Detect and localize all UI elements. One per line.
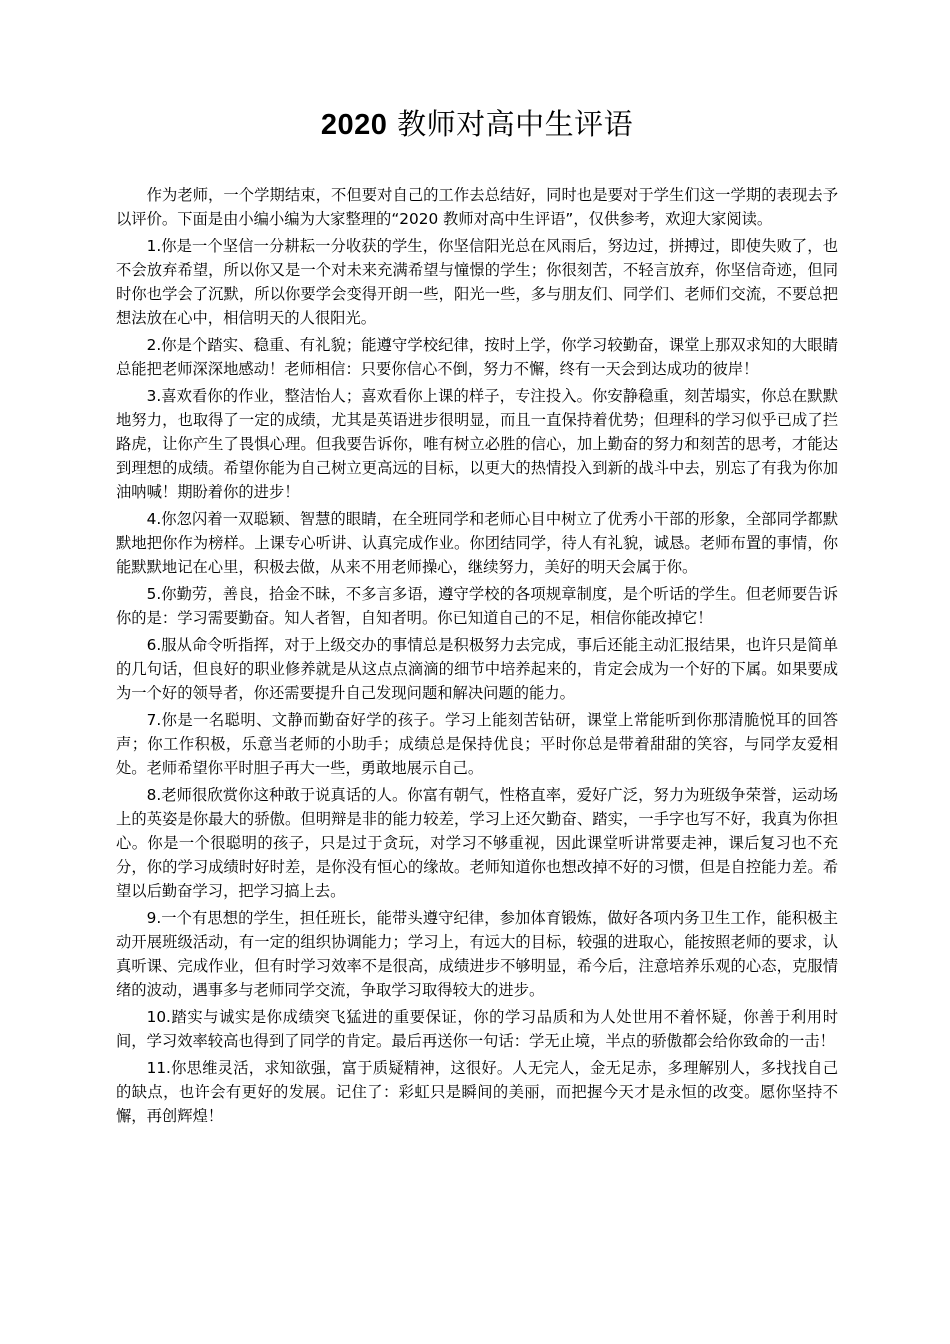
intro-paragraph: 作为老师，一个学期结束，不但要对自己的工作去总结好，同时也是要对于学生们这一学期的表现去予以评价。下面是由小编小编为大家整理的“2020 教师对高中生评语”，仅供参考，欢迎大家阅读。 bbox=[116, 186, 838, 228]
comment-paragraph-1: 1.你是一个坚信一分耕耘一分收获的学生，你坚信阳光总在风雨后，努边过，拼搏过，即使失败了，也不会放弃希望，所以你又是一个对未来充满希望与憧憬的学生；你很刻苦，不轻言放弃，你坚信奇迹，但同时你也学会了沉默，所以你要学会变得开朗一些，阳光一些，多与朋友们、同学们、老师们交流，不要总把想法放在心中，相信明天的人很阳光。 bbox=[116, 237, 838, 327]
document-title bbox=[116, 104, 838, 145]
comment-paragraph-7: 7.你是一名聪明、文静而勤奋好学的孩子。学习上能刻苦钻研，课堂上常能听到你那清脆悦耳的回答声；你工作积极，乐意当老师的小助手；成绩总是保持优良；平时你总是带着甜甜的笑容，与同学友爱相处。老师希望你平时胆子再大一些，勇敢地展示自己。 bbox=[116, 711, 838, 777]
comment-paragraph-8: 8.老师很欣赏你这种敢于说真话的人。你富有朝气，性格直率，爱好广泛，努力为班级争荣誉，运动场上的英姿是你最大的骄傲。但明辩是非的能力较差，学习上还欠勤奋、踏实，一手字也写不好，我真为你担心。你是一个很聪明的孩子，只是过于贪玩，对学习不够重视，因此课堂听讲常要走神，课后复习也不充分，你的学习成绩时好时差，是你没有恒心的缘故。老师知道你也想改掉不好的习惯，但是自控能力差。希望以后勤奋学习，把学习搞上去。 bbox=[116, 786, 838, 900]
comment-paragraph-2: 2.你是个踏实、稳重、有礼貌；能遵守学校纪律，按时上学，你学习较勤奋，课堂上那双求知的大眼睛总能把老师深深地感动！老师相信：只要你信心不倒，努力不懈，终有一天会到达成功的彼岸！ bbox=[116, 336, 838, 378]
comment-paragraph-6: 6.服从命令听指挥，对于上级交办的事情总是积极努力去完成，事后还能主动汇报结果，也许只是简单的几句话，但良好的职业修养就是从这点点滴滴的细节中培养起来的，肯定会成为一个好的下属。如果要成为一个好的领导者，你还需要提升自己发现问题和解决问题的能力。 bbox=[116, 636, 838, 702]
comment-paragraph-3: 3.喜欢看你的作业，整洁怡人；喜欢看你上课的样子，专注投入。你安静稳重，刻苦塌实，你总在默默地努力，也取得了一定的成绩，尤其是英语进步很明显，而且一直保持着优势；但理科的学习似乎已成了拦路虎，让你产生了畏惧心理。但我要告诉你，唯有树立必胜的信心，加上勤奋的努力和刻苦的思考，才能达到理想的成绩。希望你能为自己树立更高远的目标，以更大的热情投入到新的战斗中去，别忘了有我为你加油呐喊！期盼着你的进步！ bbox=[116, 387, 838, 501]
comment-paragraph-4: 4.你忽闪着一双聪颖、智慧的眼睛，在全班同学和老师心目中树立了优秀小干部的形象，全部同学都默默地把你作为榜样。上课专心听讲、认真完成作业。你团结同学，待人有礼貌，诚恳。老师布置的事情，你能默默地记在心里，积极去做，从来不用老师操心，继续努力，美好的明天会属于你。 bbox=[116, 510, 838, 576]
document-page bbox=[116, 104, 838, 1131]
comment-paragraph-9: 9.一个有思想的学生，担任班长，能带头遵守纪律，参加体育锻炼，做好各项内务卫生工作，能积极主动开展班级活动，有一定的组织协调能力；学习上，有远大的目标，较强的进取心，能按照老师的要求，认真听课、完成作业，但有时学习效率不是很高，成绩进步不够明显，希今后，注意培养乐观的心态，克服情绪的波动，遇事多与老师同学交流，争取学习取得较大的进步。 bbox=[116, 909, 838, 999]
title-year: 2020 bbox=[320, 109, 388, 141]
comment-paragraph-10: 10.踏实与诚实是你成绩突飞猛进的重要保证，你的学习品质和为人处世用不着怀疑，你善于利用时间，学习效率较高也得到了同学的肯定。最后再送你一句话：学无止境，半点的骄傲都会给你致命的一击！ bbox=[116, 1008, 838, 1050]
title-text: 教师对高中生评语 bbox=[397, 107, 634, 141]
comment-paragraph-5: 5.你勤劳，善良，拾金不昧，不多言多语，遵守学校的各项规章制度，是个听话的学生。但老师要告诉你的是：学习需要勤奋。知人者智，自知者明。你已知道自己的不足，相信你能改掉它！ bbox=[116, 585, 838, 627]
comment-paragraph-11: 11.你思维灵活，求知欲强，富于质疑精神，这很好。人无完人，金无足赤，多理解别人，多找找自己的缺点，也许会有更好的发展。记住了：彩虹只是瞬间的美丽，而把握今天才是永恒的改变。愿你坚持不懈，再创辉煌！ bbox=[116, 1059, 838, 1125]
